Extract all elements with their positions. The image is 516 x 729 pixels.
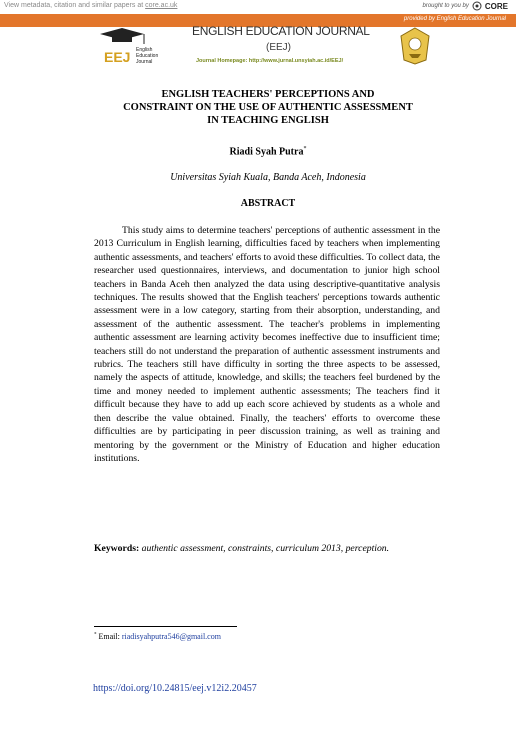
- eej-logo-word-1: English: [136, 47, 153, 53]
- core-metadata-text: [4, 2, 177, 9]
- author-footnote-mark: *: [303, 146, 307, 152]
- keywords: [94, 543, 444, 554]
- author-name-text: Riadi Syah Putra: [229, 146, 304, 158]
- author-footnote: [94, 632, 221, 641]
- abstract-body: This study aims to determine teachers' perceptions of authentic assessment in the 2013 Curriculum in English learning, difficulties faced by teachers when implementing authentic assessments, and teachers' efforts to avoid these difficulties. To collect data, the researcher used questionnaires, interviews, and documentation to junior high school teachers in Banda Aceh then analyzed the data using descriptive-quantitative analysis techniques. The results showed that the English teachers' perceptions towards authentic assessment were in a low category, starting from their absorption, understanding, and assessment of the authentic assessment. The teacher's problems in implementing authentic assessment are learning activity becomes ineffective due to insufficient time; teachers still do not understand the preparation of authentic assessment instruments and rubrics. The teachers still have difficulty in sorting the three aspects to be assessed, namely the aspects of attitude, knowledge, and skills; the teachers feel burdened by the time and money needed to implement authentic assessments; The teachers find it difficult because they have to add up each score achieved by students as a whole and then describe the value obtained. Finally, the teachers' efforts to overcome these difficulties are by participating in peer discussion training, as well as training and mentoring by the government or the Ministry of Education and higher education institutions.: [94, 225, 440, 464]
- paper-title-line-3: IN TEACHING ENGLISH: [207, 115, 329, 126]
- doi-link[interactable]: https://doi.org/10.24815/eej.v12i2.20457: [93, 683, 257, 694]
- paper-title-line-1: ENGLISH TEACHERS' PERCEPTIONS AND: [161, 89, 375, 100]
- author-name: [95, 146, 441, 157]
- core-top-bar: [0, 0, 516, 14]
- footnote-divider: [94, 626, 237, 627]
- footnote-label: Email:: [98, 632, 120, 641]
- core-link[interactable]: core.ac.uk: [145, 2, 178, 9]
- provided-by-text: provided by English Education Journal: [403, 16, 506, 22]
- eej-logo-word-3: Journal: [136, 59, 153, 65]
- eej-logo-word-2: Education: [136, 53, 159, 59]
- author-affiliation: Universitas Syiah Kuala, Banda Aceh, Indonesia: [170, 172, 366, 183]
- keywords-label: Keywords:: [94, 543, 140, 554]
- eej-logo-letters: EEJ: [104, 49, 131, 65]
- university-seal-icon: [398, 26, 432, 66]
- abstract-heading: ABSTRACT: [240, 198, 296, 209]
- journal-homepage[interactable]: Journal Homepage: http://www.jurnal.unsyiah.ac.id/EEJ/: [196, 58, 344, 64]
- footnote-mark: *: [94, 632, 97, 638]
- journal-title: ENGLISH EDUCATION JOURNAL: [192, 24, 370, 38]
- core-brand-name: CORE: [484, 1, 508, 11]
- author-email-link[interactable]: riadisyahputra546@gmail.com: [121, 632, 221, 641]
- keywords-text: authentic assessment, constraints, curriculum 2013, perception.: [141, 543, 390, 554]
- paper-title: [95, 88, 441, 127]
- paper-title-line-2: CONSTRAINT ON THE USE OF AUTHENTIC ASSESSMENT: [123, 102, 413, 113]
- journal-header: [100, 20, 430, 72]
- core-metadata-label: View metadata, citation and similar papers at: [4, 2, 144, 9]
- eej-logo: [100, 24, 164, 68]
- brought-by-text: brought to you by: [422, 3, 469, 9]
- core-logo-icon: [472, 1, 482, 11]
- core-brand[interactable]: [423, 1, 509, 11]
- journal-abbr: (EEJ): [266, 42, 291, 53]
